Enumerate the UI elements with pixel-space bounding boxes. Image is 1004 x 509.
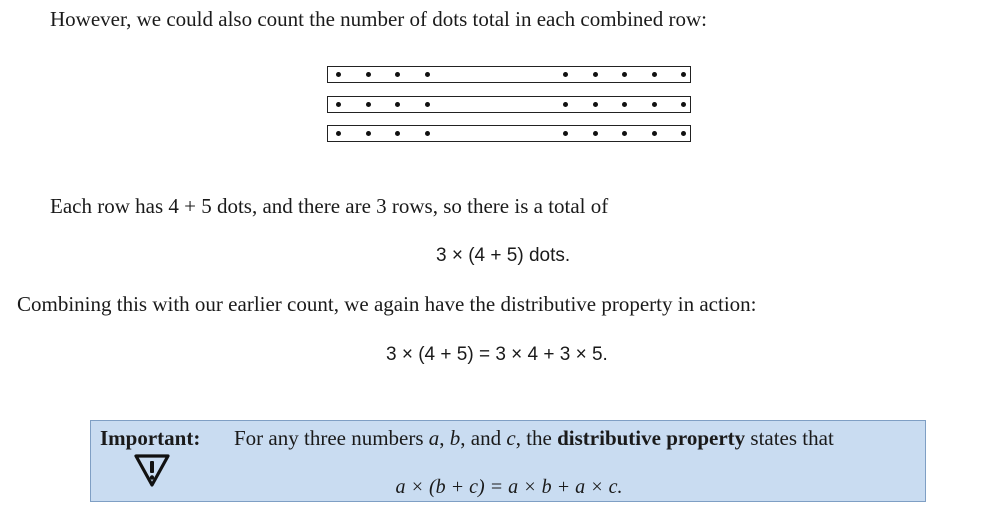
each-row-paragraph: Each row has 4 + 5 dots, and there are 3 rows, so there is a total of bbox=[50, 194, 609, 218]
var-c: c bbox=[506, 426, 516, 450]
dot bbox=[336, 72, 341, 77]
combining-paragraph: Combining this with our earlier count, we again have the distributive property in action: bbox=[17, 292, 757, 316]
var-b: b bbox=[449, 426, 461, 450]
text-before: For any three numbers bbox=[234, 426, 429, 450]
total-expression: 3 × (4 + 5) dots. bbox=[436, 245, 571, 266]
important-callout bbox=[90, 420, 926, 502]
dot bbox=[563, 131, 568, 136]
dot bbox=[563, 72, 568, 77]
dot bbox=[395, 131, 400, 136]
dot bbox=[681, 72, 686, 77]
dot bbox=[366, 102, 371, 107]
dot bbox=[622, 72, 627, 77]
dots-figure bbox=[327, 66, 694, 146]
text-mid: , the bbox=[515, 426, 558, 450]
dot bbox=[563, 102, 568, 107]
dot bbox=[652, 72, 657, 77]
dot bbox=[652, 131, 657, 136]
callout-formula: a × (b + c) = a × b + a × c. bbox=[395, 476, 623, 498]
important-label: Important: bbox=[100, 426, 201, 450]
dot-row bbox=[327, 125, 691, 142]
dot bbox=[652, 102, 657, 107]
dot bbox=[593, 102, 598, 107]
dot bbox=[593, 131, 598, 136]
important-text bbox=[234, 428, 834, 449]
dot bbox=[336, 102, 341, 107]
dot bbox=[681, 131, 686, 136]
intro-paragraph: However, we could also count the number of dots total in each combined row: bbox=[50, 7, 707, 31]
dot bbox=[681, 102, 686, 107]
dot bbox=[425, 131, 430, 136]
sep-2: , and bbox=[460, 426, 507, 450]
dot-row bbox=[327, 66, 691, 83]
dot bbox=[395, 72, 400, 77]
dot bbox=[622, 102, 627, 107]
distributive-property-term: distributive property bbox=[557, 426, 746, 450]
dot bbox=[366, 72, 371, 77]
text-after: states that bbox=[745, 426, 834, 450]
dot-row bbox=[327, 96, 691, 113]
dot bbox=[395, 102, 400, 107]
distributive-equation: 3 × (4 + 5) = 3 × 4 + 3 × 5. bbox=[386, 344, 608, 365]
dot bbox=[425, 72, 430, 77]
dot bbox=[366, 131, 371, 136]
sep-1: , bbox=[439, 426, 450, 450]
dot bbox=[425, 102, 430, 107]
dot bbox=[593, 72, 598, 77]
dot bbox=[336, 131, 341, 136]
var-a: a bbox=[428, 426, 440, 450]
dot bbox=[622, 131, 627, 136]
